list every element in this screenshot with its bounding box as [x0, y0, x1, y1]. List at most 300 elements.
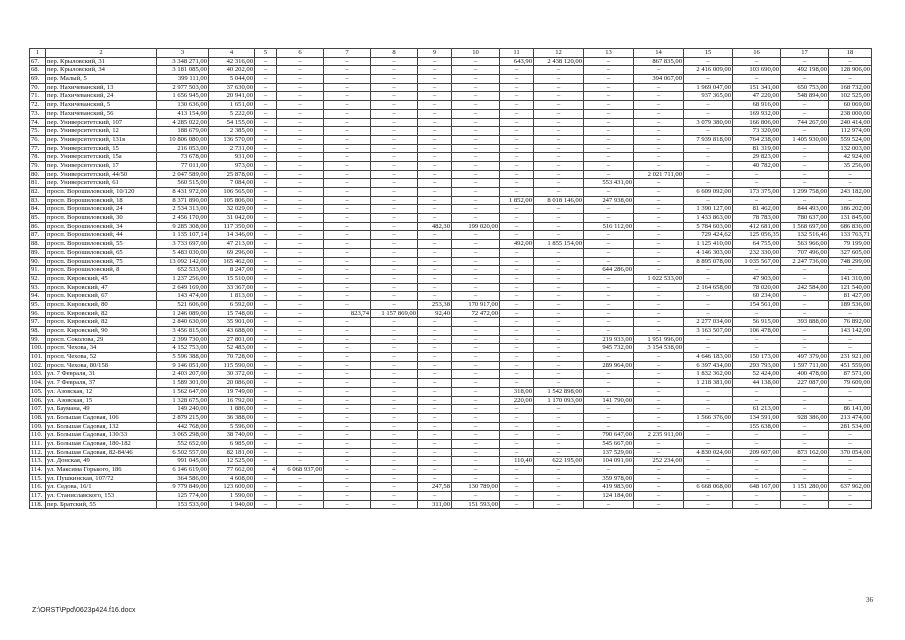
- value-cell: –: [584, 135, 634, 144]
- value-cell: –: [534, 292, 584, 301]
- value-cell: –: [829, 335, 872, 344]
- value-cell: –: [277, 396, 324, 405]
- value-cell: –: [277, 266, 324, 275]
- value-cell: 27 801,00: [209, 335, 255, 344]
- value-cell: –: [500, 283, 534, 292]
- value-cell: –: [255, 222, 277, 231]
- value-cell: 151 593,00: [452, 500, 500, 509]
- value-cell: –: [634, 222, 684, 231]
- address-cell: пер. Университетский, 131в: [46, 135, 157, 144]
- value-cell: –: [634, 292, 684, 301]
- row-number: 89.: [30, 248, 46, 257]
- value-cell: 644 286,00: [584, 266, 634, 275]
- value-cell: –: [418, 75, 452, 84]
- value-cell: –: [324, 66, 371, 75]
- value-cell: 4 646 183,00: [684, 353, 733, 362]
- value-cell: 86 141,00: [829, 405, 872, 414]
- value-cell: 68 916,00: [733, 101, 781, 110]
- value-cell: –: [634, 135, 684, 144]
- value-cell: –: [452, 448, 500, 457]
- value-cell: 47 903,00: [733, 274, 781, 283]
- value-cell: 242 584,00: [781, 283, 829, 292]
- value-cell: 2 879 215,00: [157, 413, 209, 422]
- value-cell: 4 146 303,00: [684, 248, 733, 257]
- value-cell: –: [371, 75, 418, 84]
- value-cell: 141 310,00: [829, 274, 872, 283]
- value-cell: –: [277, 300, 324, 309]
- value-cell: –: [634, 144, 684, 153]
- value-cell: –: [634, 396, 684, 405]
- value-cell: 1 035 567,00: [733, 257, 781, 266]
- row-number: 118.: [30, 500, 46, 509]
- value-cell: –: [452, 396, 500, 405]
- table-row: [30, 422, 872, 431]
- value-cell: –: [452, 431, 500, 440]
- address-cell: просп. Соколова, 29: [46, 335, 157, 344]
- table-row: [30, 457, 872, 466]
- value-cell: 121 540,00: [829, 283, 872, 292]
- address-cell: ул. Баумана, 49: [46, 405, 157, 414]
- value-cell: 73 678,00: [157, 153, 209, 162]
- value-cell: 3 065 298,00: [157, 431, 209, 440]
- value-cell: 6 609 092,00: [684, 188, 733, 197]
- value-cell: –: [277, 196, 324, 205]
- value-cell: –: [371, 231, 418, 240]
- value-cell: –: [255, 405, 277, 414]
- value-cell: –: [500, 466, 534, 475]
- value-cell: 2 047 589,00: [157, 170, 209, 179]
- value-cell: –: [829, 344, 872, 353]
- value-cell: –: [634, 413, 684, 422]
- value-cell: –: [255, 335, 277, 344]
- value-cell: –: [584, 127, 634, 136]
- value-cell: –: [452, 135, 500, 144]
- row-number: 82.: [30, 188, 46, 197]
- value-cell: –: [324, 118, 371, 127]
- value-cell: –: [324, 466, 371, 475]
- value-cell: –: [781, 292, 829, 301]
- value-cell: –: [452, 353, 500, 362]
- value-cell: –: [324, 161, 371, 170]
- value-cell: 2 438 120,00: [534, 57, 584, 66]
- address-cell: ул. Пушкинская, 107/72: [46, 474, 157, 483]
- value-cell: –: [324, 300, 371, 309]
- value-cell: –: [733, 309, 781, 318]
- value-cell: –: [733, 439, 781, 448]
- value-cell: –: [418, 492, 452, 501]
- value-cell: 10 806 080,00: [157, 135, 209, 144]
- value-cell: –: [277, 135, 324, 144]
- address-cell: пер. Крыловский, 31: [46, 57, 157, 66]
- address-cell: ул. Азовская, 12: [46, 387, 157, 396]
- value-cell: –: [500, 500, 534, 509]
- value-cell: 220,00: [500, 396, 534, 405]
- value-cell: 12 525,00: [209, 457, 255, 466]
- value-cell: –: [277, 170, 324, 179]
- value-cell: –: [733, 466, 781, 475]
- value-cell: –: [277, 439, 324, 448]
- value-cell: 219 933,00: [584, 335, 634, 344]
- value-cell: –: [733, 387, 781, 396]
- address-cell: просп. Кировский, 90: [46, 327, 157, 336]
- value-cell: 442 768,00: [157, 422, 209, 431]
- value-cell: –: [534, 75, 584, 84]
- row-number: 96.: [30, 309, 46, 318]
- value-cell: –: [829, 431, 872, 440]
- value-cell: –: [324, 222, 371, 231]
- value-cell: –: [500, 222, 534, 231]
- row-number: 104.: [30, 379, 46, 388]
- table-row: [30, 248, 872, 257]
- value-cell: –: [684, 292, 733, 301]
- value-cell: –: [418, 361, 452, 370]
- column-number: 17: [781, 49, 829, 58]
- value-cell: 622 195,00: [534, 457, 584, 466]
- value-cell: –: [255, 231, 277, 240]
- value-cell: –: [371, 344, 418, 353]
- table-row: [30, 474, 872, 483]
- value-cell: 136 570,00: [209, 135, 255, 144]
- value-cell: –: [418, 457, 452, 466]
- value-cell: –: [255, 500, 277, 509]
- value-cell: –: [371, 188, 418, 197]
- value-cell: –: [584, 188, 634, 197]
- value-cell: –: [255, 205, 277, 214]
- value-cell: –: [781, 170, 829, 179]
- value-cell: –: [418, 431, 452, 440]
- value-cell: 92,40: [418, 309, 452, 318]
- row-number: 106.: [30, 396, 46, 405]
- value-cell: –: [371, 179, 418, 188]
- row-number: 81.: [30, 179, 46, 188]
- value-cell: –: [634, 257, 684, 266]
- value-cell: –: [684, 170, 733, 179]
- value-cell: –: [684, 431, 733, 440]
- value-cell: –: [324, 127, 371, 136]
- value-cell: 1 299 758,00: [781, 188, 829, 197]
- value-cell: –: [584, 170, 634, 179]
- table-row: [30, 179, 872, 188]
- table-row: [30, 492, 872, 501]
- table-row: [30, 240, 872, 249]
- value-cell: –: [255, 283, 277, 292]
- value-cell: –: [781, 466, 829, 475]
- value-cell: –: [371, 405, 418, 414]
- value-cell: 1 328 675,00: [157, 396, 209, 405]
- value-cell: –: [634, 309, 684, 318]
- value-cell: 521 606,00: [157, 300, 209, 309]
- value-cell: –: [684, 274, 733, 283]
- value-cell: –: [584, 240, 634, 249]
- value-cell: –: [500, 109, 534, 118]
- value-cell: 3 163 507,00: [684, 327, 733, 336]
- value-cell: 154 561,00: [733, 300, 781, 309]
- value-cell: –: [781, 431, 829, 440]
- value-cell: 188 679,00: [157, 127, 209, 136]
- value-cell: 311,00: [418, 500, 452, 509]
- value-cell: –: [534, 466, 584, 475]
- value-cell: –: [418, 144, 452, 153]
- value-cell: –: [371, 170, 418, 179]
- row-number: 87.: [30, 231, 46, 240]
- value-cell: 240 414,00: [829, 118, 872, 127]
- value-cell: –: [452, 422, 500, 431]
- value-cell: –: [452, 109, 500, 118]
- value-cell: 43 688,00: [209, 327, 255, 336]
- value-cell: 370 054,00: [829, 448, 872, 457]
- address-cell: просп. Ворошиловский, 55: [46, 240, 157, 249]
- value-cell: –: [534, 327, 584, 336]
- table-row: [30, 405, 872, 414]
- value-cell: –: [324, 57, 371, 66]
- value-cell: 492,00: [500, 240, 534, 249]
- value-cell: –: [781, 396, 829, 405]
- value-cell: –: [500, 344, 534, 353]
- value-cell: 548 894,00: [781, 92, 829, 101]
- table-row: [30, 335, 872, 344]
- value-cell: –: [584, 405, 634, 414]
- value-cell: 130 636,00: [157, 101, 209, 110]
- value-cell: 2 456 170,00: [157, 214, 209, 223]
- value-cell: –: [634, 101, 684, 110]
- row-number: 112.: [30, 448, 46, 457]
- value-cell: 364 586,00: [157, 474, 209, 483]
- value-cell: –: [255, 387, 277, 396]
- value-cell: 14 346,00: [209, 231, 255, 240]
- value-cell: –: [733, 57, 781, 66]
- address-cell: пер. Нахичеванский, 56: [46, 109, 157, 118]
- value-cell: 199 020,00: [452, 222, 500, 231]
- value-cell: 106 565,00: [209, 188, 255, 197]
- value-cell: –: [781, 474, 829, 483]
- value-cell: 72 472,00: [452, 309, 500, 318]
- value-cell: 32 029,00: [209, 205, 255, 214]
- address-cell: просп. Ворошиловский, 24: [46, 205, 157, 214]
- value-cell: –: [534, 448, 584, 457]
- address-cell: ул. Большая Садовая, 130/33: [46, 431, 157, 440]
- column-number: 15: [684, 49, 733, 58]
- value-cell: –: [418, 196, 452, 205]
- row-number: 95.: [30, 300, 46, 309]
- value-cell: –: [829, 466, 872, 475]
- row-number: 113.: [30, 457, 46, 466]
- value-cell: –: [277, 118, 324, 127]
- value-cell: –: [634, 188, 684, 197]
- value-cell: 216 053,00: [157, 144, 209, 153]
- value-cell: –: [500, 327, 534, 336]
- value-cell: –: [500, 379, 534, 388]
- row-number: 68.: [30, 66, 46, 75]
- value-cell: –: [452, 405, 500, 414]
- value-cell: 2 021 711,00: [634, 170, 684, 179]
- value-cell: –: [418, 274, 452, 283]
- row-number: 98.: [30, 327, 46, 336]
- value-cell: 686 836,00: [829, 222, 872, 231]
- value-cell: –: [534, 222, 584, 231]
- value-cell: –: [534, 283, 584, 292]
- value-cell: –: [634, 231, 684, 240]
- value-cell: –: [781, 405, 829, 414]
- table-row: [30, 161, 872, 170]
- column-number: 4: [209, 49, 255, 58]
- value-cell: –: [324, 361, 371, 370]
- value-cell: –: [371, 500, 418, 509]
- value-cell: –: [500, 370, 534, 379]
- value-cell: –: [829, 196, 872, 205]
- value-cell: –: [829, 439, 872, 448]
- value-cell: –: [324, 335, 371, 344]
- value-cell: 1 951 996,00: [634, 335, 684, 344]
- value-cell: –: [418, 135, 452, 144]
- value-cell: 545 667,00: [584, 439, 634, 448]
- value-cell: 3 348 271,00: [157, 57, 209, 66]
- value-cell: –: [255, 474, 277, 483]
- value-cell: –: [324, 405, 371, 414]
- value-cell: –: [418, 231, 452, 240]
- value-cell: 729 424,62: [684, 231, 733, 240]
- value-cell: –: [255, 101, 277, 110]
- table-row: [30, 466, 872, 475]
- value-cell: –: [684, 396, 733, 405]
- value-cell: –: [255, 266, 277, 275]
- value-cell: 3 154 538,00: [634, 344, 684, 353]
- row-number: 83.: [30, 196, 46, 205]
- value-cell: 15 510,00: [209, 274, 255, 283]
- row-number: 84.: [30, 205, 46, 214]
- value-cell: –: [684, 335, 733, 344]
- value-cell: –: [634, 153, 684, 162]
- value-cell: –: [584, 292, 634, 301]
- table-row: [30, 205, 872, 214]
- value-cell: 293 793,00: [733, 361, 781, 370]
- table-row: [30, 266, 872, 275]
- value-cell: –: [500, 161, 534, 170]
- value-cell: –: [534, 405, 584, 414]
- value-cell: –: [534, 309, 584, 318]
- row-number: 85.: [30, 214, 46, 223]
- value-cell: –: [324, 205, 371, 214]
- value-cell: –: [534, 492, 584, 501]
- value-cell: 31 042,00: [209, 214, 255, 223]
- value-cell: –: [255, 492, 277, 501]
- value-cell: –: [781, 153, 829, 162]
- value-cell: –: [500, 405, 534, 414]
- value-cell: 54 155,00: [209, 118, 255, 127]
- column-number: 10: [452, 49, 500, 58]
- table-body: [30, 49, 872, 509]
- table-row: [30, 387, 872, 396]
- value-cell: –: [277, 370, 324, 379]
- value-cell: –: [733, 396, 781, 405]
- value-cell: –: [634, 405, 684, 414]
- value-cell: –: [277, 309, 324, 318]
- value-cell: 5 596 388,00: [157, 353, 209, 362]
- value-cell: –: [500, 205, 534, 214]
- value-cell: –: [452, 413, 500, 422]
- value-cell: –: [371, 248, 418, 257]
- value-cell: –: [634, 127, 684, 136]
- column-number: 16: [733, 49, 781, 58]
- row-number: 100.: [30, 344, 46, 353]
- value-cell: 153 533,00: [157, 500, 209, 509]
- value-cell: –: [684, 161, 733, 170]
- value-cell: –: [371, 396, 418, 405]
- value-cell: 20 941,00: [209, 92, 255, 101]
- value-cell: –: [255, 439, 277, 448]
- value-cell: –: [781, 75, 829, 84]
- value-cell: –: [534, 353, 584, 362]
- value-cell: –: [634, 466, 684, 475]
- value-cell: –: [829, 170, 872, 179]
- value-cell: –: [255, 170, 277, 179]
- address-cell: просп. Ворошиловский, 30: [46, 214, 157, 223]
- value-cell: –: [584, 387, 634, 396]
- value-cell: 1 125 410,00: [684, 240, 733, 249]
- value-cell: 64 755,00: [733, 240, 781, 249]
- column-number: 5: [255, 49, 277, 58]
- table-row: [30, 170, 872, 179]
- value-cell: –: [324, 196, 371, 205]
- row-number: 114.: [30, 466, 46, 475]
- value-cell: –: [277, 109, 324, 118]
- value-cell: –: [255, 274, 277, 283]
- value-cell: –: [452, 144, 500, 153]
- value-cell: –: [324, 327, 371, 336]
- value-cell: –: [500, 483, 534, 492]
- value-cell: –: [277, 413, 324, 422]
- value-cell: –: [277, 483, 324, 492]
- value-cell: 76 892,00: [829, 318, 872, 327]
- value-cell: –: [277, 292, 324, 301]
- header-row: [30, 49, 872, 58]
- value-cell: 1 855 154,00: [534, 240, 584, 249]
- value-cell: –: [371, 214, 418, 223]
- value-cell: –: [418, 318, 452, 327]
- value-cell: –: [371, 492, 418, 501]
- value-cell: –: [534, 439, 584, 448]
- value-cell: –: [371, 127, 418, 136]
- table-row: [30, 127, 872, 136]
- value-cell: 132 003,00: [829, 144, 872, 153]
- value-cell: 123 600,00: [209, 483, 255, 492]
- value-cell: 4 608,00: [209, 474, 255, 483]
- value-cell: 87 571,00: [829, 370, 872, 379]
- value-cell: –: [277, 318, 324, 327]
- value-cell: –: [277, 205, 324, 214]
- value-cell: –: [418, 66, 452, 75]
- value-cell: –: [781, 127, 829, 136]
- value-cell: –: [634, 109, 684, 118]
- value-cell: –: [452, 466, 500, 475]
- value-cell: –: [324, 396, 371, 405]
- value-cell: –: [733, 344, 781, 353]
- value-cell: –: [418, 127, 452, 136]
- table-row: [30, 500, 872, 509]
- value-cell: –: [829, 179, 872, 188]
- value-cell: –: [324, 266, 371, 275]
- value-cell: –: [534, 83, 584, 92]
- value-cell: –: [733, 474, 781, 483]
- value-cell: –: [418, 370, 452, 379]
- value-cell: –: [829, 457, 872, 466]
- value-cell: –: [452, 101, 500, 110]
- value-cell: –: [584, 205, 634, 214]
- value-cell: 1 813,00: [209, 292, 255, 301]
- value-cell: 73 320,00: [733, 127, 781, 136]
- value-cell: –: [255, 396, 277, 405]
- value-cell: 1 568 697,00: [781, 222, 829, 231]
- value-cell: –: [324, 240, 371, 249]
